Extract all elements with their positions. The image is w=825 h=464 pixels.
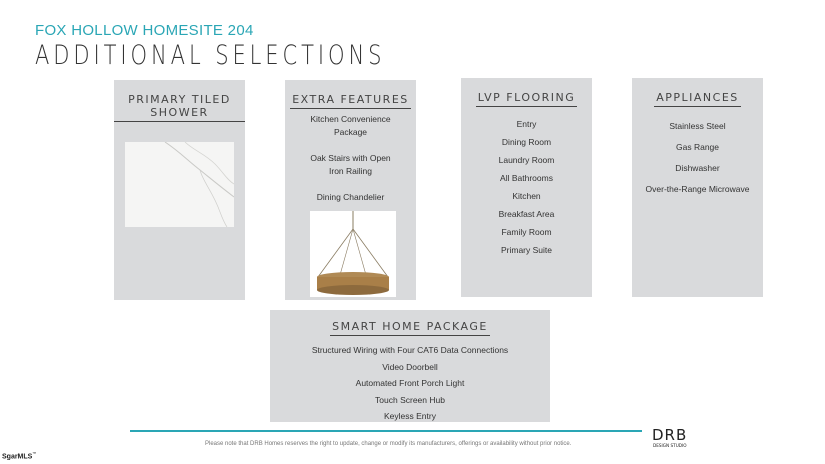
panel-heading: SMART HOME PACKAGE <box>330 320 490 336</box>
list-item: Kitchen Convenience Package <box>310 114 391 137</box>
list-item: Entry <box>516 119 537 129</box>
list-item: Touch Screen Hub <box>375 394 445 405</box>
list-item: Stainless Steel <box>669 121 726 131</box>
svg-text:DESIGN STUDIO: DESIGN STUDIO <box>653 443 687 448</box>
panel-heading: PRIMARY TILED SHOWER <box>114 93 245 122</box>
panel-lvp-flooring <box>461 78 592 297</box>
list-item: Dishwasher <box>675 163 720 173</box>
drb-design-studio-logo <box>650 425 694 449</box>
homesite-subtitle: FOX HOLLOW HOMESITE 204 <box>35 22 254 39</box>
list-item: Primary Suite <box>500 245 552 255</box>
list-item: Oak Stairs with Open Iron Railing <box>310 153 391 176</box>
list-item: Keyless Entry <box>384 411 436 421</box>
list-item: Over-the-Range Microwave <box>645 184 750 194</box>
list-item: Video Doorbell <box>382 361 438 372</box>
panel-heading: EXTRA FEATURES <box>290 93 411 109</box>
list-item: Dining Chandelier <box>316 192 385 202</box>
list-item: Family Room <box>501 227 552 237</box>
marble-tile-image <box>125 142 234 227</box>
chandelier-image <box>310 211 396 297</box>
list-item: Automated Front Porch Light <box>355 378 465 388</box>
panel-primary-tiled-shower <box>114 80 245 300</box>
panel-heading: APPLIANCES <box>654 91 741 107</box>
list-item: Breakfast Area <box>498 209 555 219</box>
list-item: Structured Wiring with Four CAT6 Data Connections <box>311 345 509 355</box>
svg-text:DRB: DRB <box>652 426 688 444</box>
panel-smart-home-package <box>270 310 550 422</box>
panel-extra-features <box>285 80 416 300</box>
sgarmls-logo: SgarMLS™ <box>2 451 37 461</box>
footer-divider <box>130 430 642 432</box>
list-item: Laundry Room <box>498 155 555 165</box>
panel-appliances <box>632 78 763 297</box>
list-item: All Bathrooms <box>500 173 553 183</box>
panel-heading: LVP FLOORING <box>476 91 578 107</box>
list-item: Dining Room <box>501 137 552 147</box>
list-item: Gas Range <box>676 142 719 152</box>
page-title: ADDITIONAL SELECTIONS <box>35 40 386 71</box>
list-item: Kitchen <box>512 191 541 201</box>
disclaimer-text: Please note that DRB Homes reserves the right to update, change or modify its manufacturers, offerings or availability without prior notice. <box>205 441 572 447</box>
